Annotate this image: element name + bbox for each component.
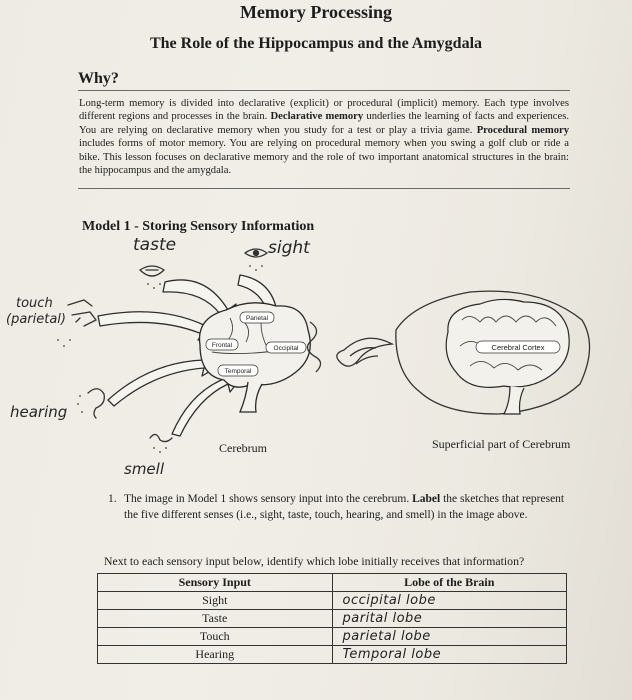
- question-number: 1.: [108, 493, 117, 505]
- sensory-diagram: [0, 230, 632, 470]
- handwritten-touch: touch: [16, 296, 53, 311]
- cerebrum-caption: Cerebrum: [219, 441, 267, 455]
- hippocampus-sketch: [337, 338, 392, 366]
- ear-icon: [88, 389, 104, 418]
- column-header: Sensory Input: [98, 574, 333, 592]
- handwritten-hearing: hearing: [10, 403, 68, 421]
- temporal-label: Temporal: [224, 368, 252, 375]
- page-title: Memory Processing: [239, 2, 393, 22]
- column-header: Lobe of the Brain: [332, 574, 567, 592]
- table-instructions: Next to each sensory input below, identify which lobe initially receives that information?: [104, 554, 525, 568]
- lobe-table: [97, 573, 567, 664]
- question-text: The image in Model 1 shows sensory input into the cerebrum. Label the sketches that represent the five different senses (i.e., sight, taste, touch, hearing, and smell) in the image above.: [124, 493, 565, 521]
- handwritten-taste: taste: [133, 235, 177, 255]
- sensory-input-cell: Hearing: [98, 646, 333, 664]
- question-1: [108, 491, 568, 523]
- lobe-answer-cell[interactable]: occipital lobe: [332, 592, 567, 610]
- sensory-input-cell: Taste: [98, 610, 333, 628]
- model-heading: Model 1 - Storing Sensory Information: [82, 219, 315, 234]
- parietal-label: Parietal: [245, 315, 269, 322]
- frontal-label: Frontal: [211, 342, 233, 349]
- occipital-label: Occipital: [273, 345, 299, 352]
- hand-icon: [68, 300, 96, 326]
- mouth-icon: [140, 266, 164, 276]
- page-subtitle: The Role of the Hippocampus and the Amygdala: [149, 35, 483, 52]
- divider: [78, 188, 570, 189]
- handwritten-touch-note: (parietal): [6, 312, 66, 327]
- lobe-answer-cell[interactable]: parietal lobe: [332, 628, 567, 646]
- divider: [78, 90, 570, 91]
- table-row: [98, 610, 567, 628]
- nose-icon: [150, 434, 172, 441]
- table-row: [98, 592, 567, 610]
- lobe-answer-cell[interactable]: Temporal lobe: [332, 646, 567, 664]
- why-paragraph: Long-term memory is divided into declarative (explicit) or procedural (implicit) memory. Each type involves different regions and processes in the brain. Declarative memory underlies the learning of facts and experiences. You are relying on declarative memory when you study for a test or play a trivia game. Procedural memory includes forms of motor memory. You are relying on procedural memory when you swing a golf club or ride a bike. This lesson focuses on declarative memory and the role of two important anatomical structures in the brain: the hippocampus and the amygdala.: [79, 98, 569, 177]
- sensory-input-cell: Touch: [98, 628, 333, 646]
- lobe-answer-cell[interactable]: parital lobe: [332, 610, 567, 628]
- handwritten-smell: smell: [124, 460, 164, 478]
- cerebral-cortex-label: Cerebral Cortex: [491, 343, 545, 352]
- table-row: [98, 646, 567, 664]
- table-row: [98, 628, 567, 646]
- sensory-input-cell: Sight: [98, 592, 333, 610]
- why-heading: Why?: [78, 70, 119, 87]
- handwritten-sight: sight: [268, 238, 310, 258]
- superficial-caption: Superficial part of Cerebrum: [432, 437, 571, 451]
